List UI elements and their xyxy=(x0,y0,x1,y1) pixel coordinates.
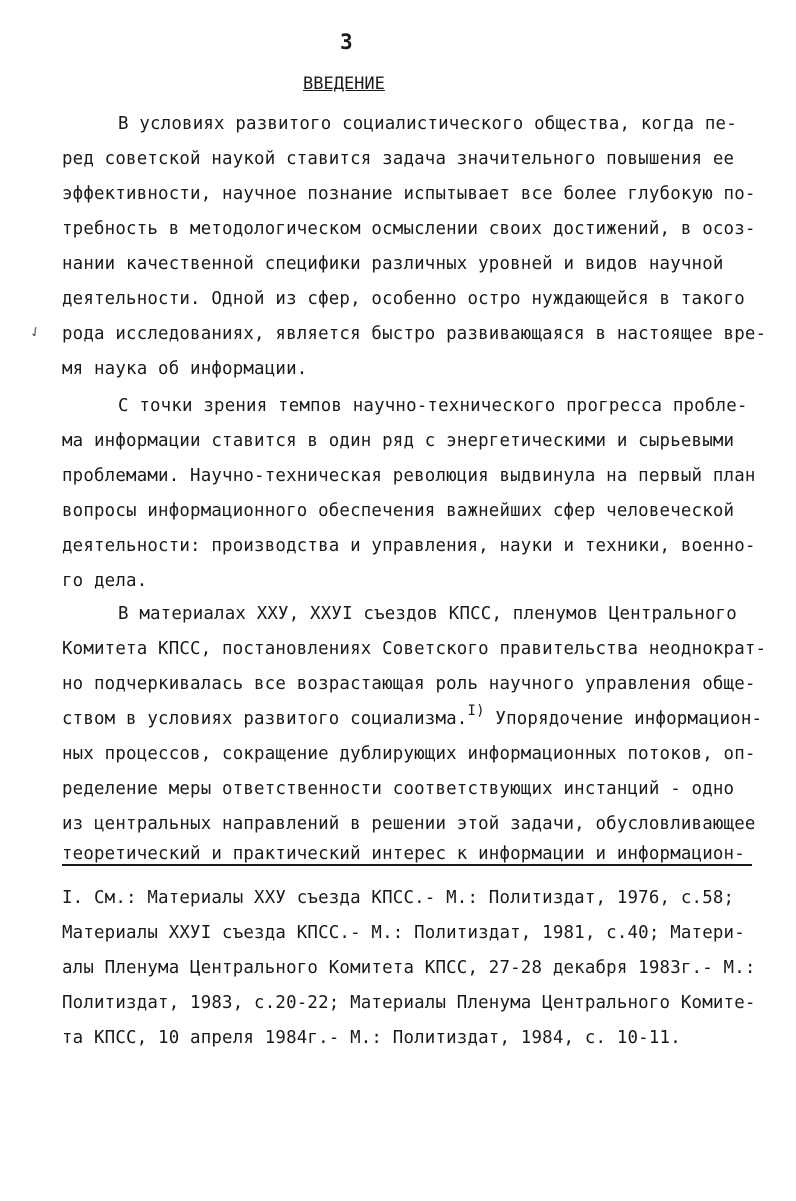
body-line: ных процессов, сокращение дублирующих информационных потоков, оп- xyxy=(62,744,756,764)
body-line: го дела. xyxy=(62,571,148,591)
body-line-end: Упорядочение информацион- xyxy=(495,709,763,729)
page-title: ВВЕДЕНИЕ xyxy=(303,74,385,94)
body-line: теоретический и практический интерес к информации и информацион- xyxy=(62,844,745,864)
margin-check-mark: ✓ xyxy=(25,320,44,343)
body-line: рода исследованиях, является быстро развивающаяся в настоящее вре- xyxy=(62,324,767,344)
footnote-line: та КПСС, 10 апреля 1984г.- М.: Политиздат, 1984, с. 10-11. xyxy=(62,1028,681,1048)
footnote-divider xyxy=(62,864,752,866)
body-line: но подчеркивалась все возрастающая роль научного управления обще- xyxy=(62,674,756,694)
body-line: ма информации ставится в один ряд с энергетическими и сырьевыми xyxy=(62,431,735,451)
body-line: эффективности, научное познание испытывает все более глубокую по- xyxy=(62,184,756,204)
body-line: проблемами. Научно-техническая революция выдвинула на первый план xyxy=(62,466,756,486)
footnote-line: I. См.: Материалы ХХУ съезда КПСС.- М.: Политиздат, 1976, с.58; xyxy=(62,888,735,908)
body-line: требность в методологическом осмыслении своих достижений, в осоз- xyxy=(62,219,756,239)
body-line: мя наука об информации. xyxy=(62,359,308,379)
body-line: деятельности. Одной из сфер, особенно остро нуждающейся в такого xyxy=(62,289,745,309)
footnote-line: Политиздат, 1983, с.20-22; Материалы Пленума Центрального Комите- xyxy=(62,993,756,1013)
footnote-line: Материалы ХХУI съезда КПСС.- М.: Политиздат, 1981, с.40; Матери- xyxy=(62,923,745,943)
body-line: С точки зрения темпов научно-технического прогресса пробле- xyxy=(118,396,748,416)
page-number: 3 xyxy=(340,30,353,54)
body-line: В материалах ХХУ, ХХУI съездов КПСС, пленумов Центрального xyxy=(118,604,737,624)
body-line: ред советской наукой ставится задача значительного повышения ее xyxy=(62,149,735,169)
body-line: деятельности: производства и управления, науки и техники, военно- xyxy=(62,536,756,556)
body-line-start: ством в условиях развитого социализма. xyxy=(62,709,468,729)
body-line: В условиях развитого социалистического общества, когда пе- xyxy=(118,114,737,134)
body-line xyxy=(62,703,763,730)
body-line: вопросы информационного обеспечения важнейших сфер человеческой xyxy=(62,501,735,521)
body-line: нании качественной специфики различных уровней и видов научной xyxy=(62,254,724,274)
footnote-line: алы Пленума Центрального Комитета КПСС, 27-28 декабря 1983г.- М.: xyxy=(62,958,756,978)
body-line: Комитета КПСС, постановлениях Советского правительства неоднократ- xyxy=(62,639,767,659)
footnote-reference: I) xyxy=(467,703,485,719)
body-line: ределение меры ответственности соответствующих инстанций - одно xyxy=(62,779,735,799)
body-line: из центральных направлений в решении этой задачи, обусловливающее xyxy=(62,814,756,834)
